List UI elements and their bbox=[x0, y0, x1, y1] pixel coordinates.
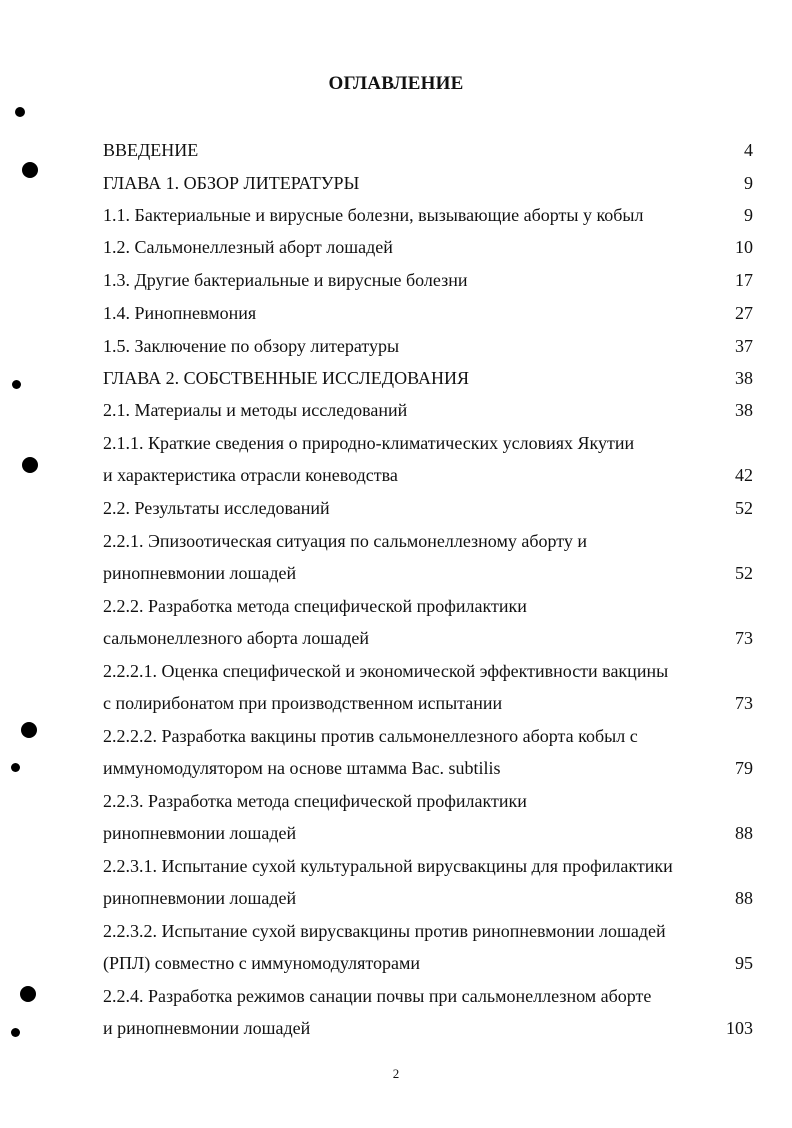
toc-entry-text: ГЛАВА 1. ОБЗОР ЛИТЕРАТУРЫ bbox=[103, 173, 360, 193]
toc-entry[interactable] bbox=[103, 724, 753, 748]
toc-entry-text: 2.1.1. Краткие сведения о природно-климатических условиях Якутии bbox=[103, 433, 635, 453]
toc-entry-text: ГЛАВА 2. СОБСТВЕННЫЕ ИССЛЕДОВАНИЯ bbox=[103, 368, 469, 388]
toc-entry[interactable] bbox=[103, 431, 753, 455]
toc-entry[interactable] bbox=[103, 496, 753, 520]
toc-entry-page: 9 bbox=[744, 205, 753, 225]
toc-entry-text: иммуномодулятором на основе штамма Bac. subtilis bbox=[103, 758, 501, 778]
toc-entry[interactable] bbox=[103, 203, 753, 227]
toc-entry-text: сальмонеллезного аборта лошадей bbox=[103, 628, 370, 648]
toc-entry-text: 1.3. Другие бактериальные и вирусные болезни bbox=[103, 270, 468, 290]
toc-entry-page: 38 bbox=[735, 368, 753, 388]
page-title: ОГЛАВЛЕНИЕ bbox=[328, 73, 464, 94]
toc-entry-text: 2.2.3.2. Испытание сухой вирусвакцины против ринопневмонии лошадей bbox=[103, 921, 666, 941]
punch-mark-1 bbox=[15, 107, 25, 117]
toc-entry-page: 17 bbox=[735, 270, 753, 290]
toc-entry-text: 2.1. Материалы и методы исследований bbox=[103, 400, 408, 420]
toc-entry-text: 2.2.3.1. Испытание сухой культуральной вирусвакцины для профилактики bbox=[103, 856, 673, 876]
toc-entry[interactable] bbox=[103, 821, 753, 845]
toc-entry-text: 1.2. Сальмонеллезный аборт лошадей bbox=[103, 237, 393, 257]
toc-entry-page: 88 bbox=[735, 888, 753, 908]
toc-entry[interactable] bbox=[103, 756, 753, 780]
toc-entry-page: 42 bbox=[735, 465, 753, 485]
toc-entry[interactable] bbox=[103, 301, 753, 325]
toc-entry[interactable] bbox=[103, 1016, 753, 1040]
toc-entry[interactable] bbox=[103, 984, 753, 1008]
toc-entry[interactable] bbox=[103, 334, 753, 358]
toc-entry-text: 1.1. Бактериальные и вирусные болезни, вызывающие аборты у кобыл bbox=[103, 205, 644, 225]
toc-entry[interactable] bbox=[103, 854, 753, 878]
toc-entry-text: ринопневмонии лошадей bbox=[103, 563, 297, 583]
toc-entry[interactable] bbox=[103, 138, 753, 162]
toc-entry[interactable] bbox=[103, 463, 753, 487]
toc-entry[interactable] bbox=[103, 235, 753, 259]
toc-entry-page: 88 bbox=[735, 823, 753, 843]
punch-mark-8 bbox=[11, 1028, 20, 1037]
toc-entry[interactable] bbox=[103, 366, 753, 390]
toc-entry[interactable] bbox=[103, 398, 753, 422]
toc-entry[interactable] bbox=[103, 561, 753, 585]
toc-entry-page: 73 bbox=[735, 693, 753, 713]
punch-mark-4 bbox=[22, 457, 38, 473]
toc-entry-page: 95 bbox=[735, 953, 753, 973]
toc-entry-text: и характеристика отрасли коневодства bbox=[103, 465, 398, 485]
toc-entry-text: 2.2.2. Разработка метода специфической профилактики bbox=[103, 596, 527, 616]
toc-entry[interactable] bbox=[103, 919, 753, 943]
toc-entry-text: 2.2.2.2. Разработка вакцины против сальмонеллезного аборта кобыл с bbox=[103, 726, 638, 746]
toc-entry-text: с полирибонатом при производственном испытании bbox=[103, 693, 503, 713]
toc-entry-text: 2.2.1. Эпизоотическая ситуация по сальмонеллезному аборту и bbox=[103, 531, 588, 551]
toc-entry[interactable] bbox=[103, 268, 753, 292]
toc-entry-text: и ринопневмонии лошадей bbox=[103, 1018, 311, 1038]
toc-entry-text: ринопневмонии лошадей bbox=[103, 823, 297, 843]
toc-entry-text: ВВЕДЕНИЕ bbox=[103, 140, 199, 160]
toc-entry-page: 37 bbox=[735, 336, 753, 356]
toc-entry-text: 2.2.2.1. Оценка специфической и экономической эффективности вакцины bbox=[103, 661, 669, 681]
toc-entry-text: 2.2. Результаты исследований bbox=[103, 498, 330, 518]
punch-mark-7 bbox=[20, 986, 36, 1002]
toc-entry-page: 9 bbox=[744, 173, 753, 193]
toc-entry[interactable] bbox=[103, 659, 753, 683]
toc-entry[interactable] bbox=[103, 626, 753, 650]
punch-mark-5 bbox=[21, 722, 37, 738]
toc-entry-page: 52 bbox=[735, 498, 753, 518]
toc-entry-text: 2.2.3. Разработка метода специфической профилактики bbox=[103, 791, 527, 811]
toc-entry-text: 1.4. Ринопневмония bbox=[103, 303, 257, 323]
toc-entry-page: 103 bbox=[726, 1018, 753, 1038]
toc-entry-page: 38 bbox=[735, 400, 753, 420]
toc-entry-text: 1.5. Заключение по обзору литературы bbox=[103, 336, 400, 356]
toc-entry-text: (РПЛ) совместно с иммуномодуляторами bbox=[103, 953, 421, 973]
punch-mark-3 bbox=[12, 380, 21, 389]
toc-entry[interactable] bbox=[103, 951, 753, 975]
toc-entry[interactable] bbox=[103, 886, 753, 910]
toc-entry[interactable] bbox=[103, 691, 753, 715]
toc-entry-page: 79 bbox=[735, 758, 753, 778]
toc-entry[interactable] bbox=[103, 529, 753, 553]
toc-entry-page: 10 bbox=[735, 237, 753, 257]
punch-mark-6 bbox=[11, 763, 20, 772]
toc-entry-text: 2.2.4. Разработка режимов санации почвы при сальмонеллезном аборте bbox=[103, 986, 652, 1006]
toc-entry-page: 4 bbox=[744, 140, 753, 160]
toc-entry[interactable] bbox=[103, 594, 753, 618]
toc-entry[interactable] bbox=[103, 789, 753, 813]
punch-mark-2 bbox=[22, 162, 38, 178]
toc-entry-page: 73 bbox=[735, 628, 753, 648]
toc-entry-page: 27 bbox=[735, 303, 753, 323]
toc-entry-text: ринопневмонии лошадей bbox=[103, 888, 297, 908]
toc-entry-page: 52 bbox=[735, 563, 753, 583]
page-number: 2 bbox=[392, 1066, 400, 1081]
toc-entry[interactable] bbox=[103, 171, 753, 195]
